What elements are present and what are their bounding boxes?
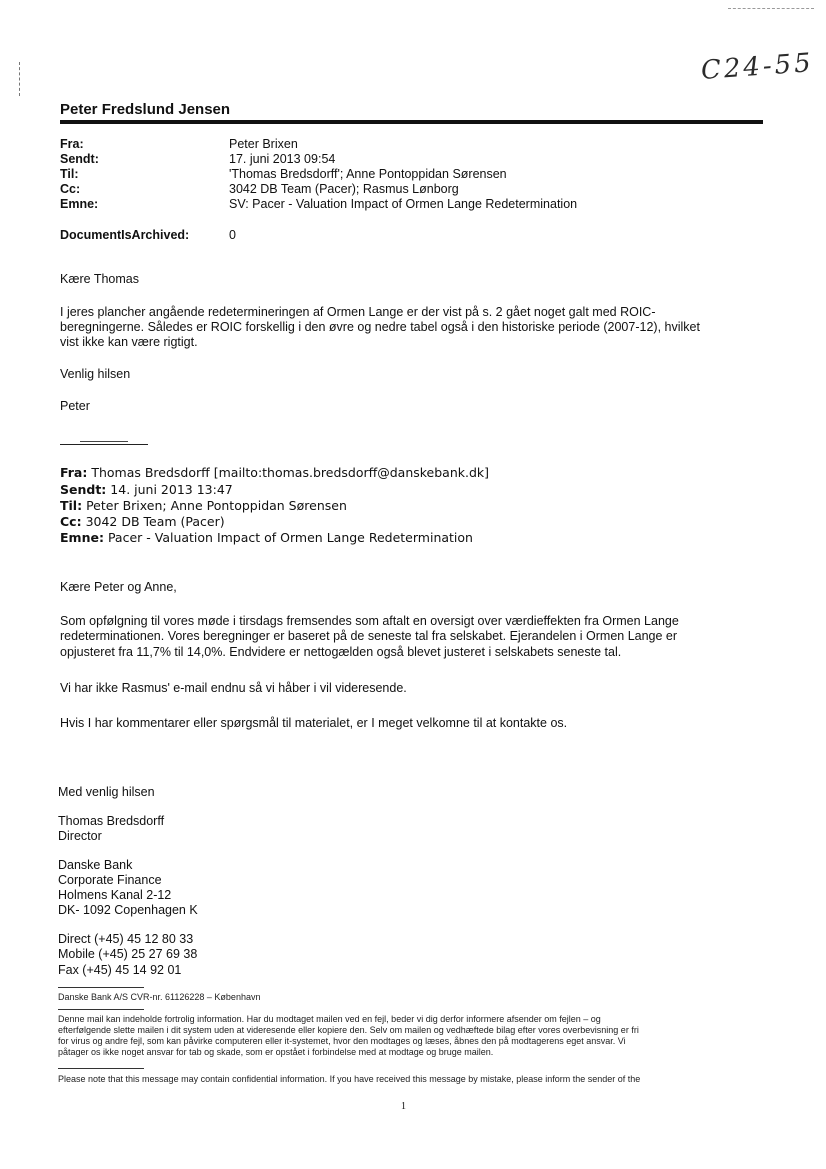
phone-fax: Fax (+45) 45 14 92 01 bbox=[58, 963, 182, 977]
reply-greeting: Kære Thomas bbox=[60, 272, 139, 286]
footer-rule-1 bbox=[58, 987, 144, 988]
fwd-from-line bbox=[60, 465, 489, 482]
fwd-paragraph-3: Hvis I har kommentarer eller spørgsmål til materialet, er I meget velkomne til at kontakte os. bbox=[60, 716, 568, 730]
cc-label: Cc: bbox=[60, 182, 81, 196]
archived-label: DocumentIsArchived: bbox=[60, 228, 190, 242]
footer-rule-2 bbox=[58, 1009, 144, 1010]
subject-value: SV: Pacer - Valuation Impact of Ormen Lange Redetermination bbox=[229, 197, 578, 211]
fwd-subject-value: Pacer - Valuation Impact of Ormen Lange Redetermination bbox=[107, 530, 473, 545]
fwd-greeting: Kære Peter og Anne, bbox=[60, 580, 177, 594]
fwd-sent-value: 14. juni 2013 13:47 bbox=[110, 482, 233, 497]
fwd-paragraph-line-2: redeterminationen. Vores beregninger er baseret på de seneste tal fra selskabet. Ejerandelen i Ormen Lange er bbox=[60, 629, 678, 643]
fwd-sent-label: Sendt: bbox=[60, 482, 107, 497]
fwd-subject-line bbox=[60, 530, 473, 547]
fwd-paragraph-2: Vi har ikke Rasmus' e-mail endnu så vi håber i vil videresende. bbox=[60, 681, 407, 695]
separator-mark bbox=[80, 441, 128, 442]
disclaimer-da-line-3: for virus og andre fejl, som kan påvirke computeren eller it-systemet, hvor den modtages og læses, åbnes den på modtagerens eget ansvar. Vi bbox=[58, 1036, 626, 1046]
fwd-closing: Med venlig hilsen bbox=[58, 785, 155, 799]
fwd-paragraph-line-1: Som opfølgning til vores møde i tirsdags fremsendes som aftalt en oversigt over værdieffekten fra Ormen Lange bbox=[60, 614, 679, 628]
message-separator bbox=[60, 444, 148, 445]
disclaimer-en-line: Please note that this message may contain confidential information. If you have received this message by mistake, please inform the sender of the bbox=[58, 1074, 641, 1084]
signer-name: Thomas Bredsdorff bbox=[58, 814, 165, 828]
handwritten-reference-number: C24-55 bbox=[700, 48, 815, 86]
archived-value: 0 bbox=[229, 228, 236, 242]
address-line-2: Corporate Finance bbox=[58, 873, 162, 887]
reply-paragraph-line-3: vist ikke kan være rigtigt. bbox=[60, 335, 198, 349]
scan-edge-rule bbox=[728, 8, 814, 9]
company-registration-line: Danske Bank A/S CVR-nr. 61126228 – København bbox=[58, 992, 261, 1002]
phone-direct: Direct (+45) 45 12 80 33 bbox=[58, 932, 194, 946]
reply-closing: Venlig hilsen bbox=[60, 367, 131, 381]
header-rule bbox=[60, 120, 763, 124]
address-line-3: Holmens Kanal 2-12 bbox=[58, 888, 172, 902]
to-value: 'Thomas Bredsdorff'; Anne Pontoppidan Sørensen bbox=[229, 167, 507, 181]
sent-value: 17. juni 2013 09:54 bbox=[229, 152, 336, 166]
disclaimer-da-line-4: påtager os ikke noget ansvar for tab og skade, som er opstået i forbindelse med at modtage og bruge mailen. bbox=[58, 1047, 494, 1057]
page-number: 1 bbox=[401, 1101, 406, 1112]
disclaimer-da-line-2: efterfølgende slette mailen i dit system uden at videresende eller kopiere den. Selv om mailen og vedhæftede bilag efter vores overbevisning er fri bbox=[58, 1025, 639, 1035]
address-line-1: Danske Bank bbox=[58, 858, 133, 872]
signer-title: Director bbox=[58, 829, 102, 843]
to-label: Til: bbox=[60, 167, 79, 181]
fwd-paragraph-line-3: opjusteret fra 11,7% til 14,0%. Endvidere er nettogælden også blevet justeret i selskabets seneste tal. bbox=[60, 645, 622, 659]
fwd-sent-line bbox=[60, 482, 233, 499]
disclaimer-da-line-1: Denne mail kan indeholde fortrolig information. Har du modtaget mailen ved en fejl, beder vi dig derfor informere afsender om fejlen – og bbox=[58, 1014, 601, 1024]
reply-paragraph-line-1: I jeres plancher angående redetermineringen af Ormen Lange er der vist på s. 2 gået noget galt med ROIC- bbox=[60, 305, 656, 319]
fwd-from-label: Fra: bbox=[60, 465, 88, 480]
subject-label: Emne: bbox=[60, 197, 99, 211]
reply-signature: Peter bbox=[60, 399, 90, 413]
fwd-subject-label: Emne: bbox=[60, 530, 104, 545]
scan-margin-mark bbox=[19, 62, 20, 96]
fwd-cc-value: 3042 DB Team (Pacer) bbox=[85, 514, 225, 529]
fwd-from-value: Thomas Bredsdorff [mailto:thomas.bredsdorff@danskebank.dk] bbox=[91, 465, 490, 480]
sent-label: Sendt: bbox=[60, 152, 99, 166]
address-line-4: DK- 1092 Copenhagen K bbox=[58, 903, 198, 917]
cc-value: 3042 DB Team (Pacer); Rasmus Lønborg bbox=[229, 182, 459, 196]
from-label: Fra: bbox=[60, 137, 84, 151]
fwd-to-value: Peter Brixen; Anne Pontoppidan Sørensen bbox=[86, 498, 347, 513]
mailbox-owner-name: Peter Fredslund Jensen bbox=[60, 101, 231, 118]
footer-rule-3 bbox=[58, 1068, 144, 1069]
fwd-to-label: Til: bbox=[60, 498, 83, 513]
phone-mobile: Mobile (+45) 25 27 69 38 bbox=[58, 947, 198, 961]
fwd-cc-label: Cc: bbox=[60, 514, 82, 529]
fwd-to-line bbox=[60, 498, 347, 515]
fwd-cc-line bbox=[60, 514, 225, 531]
reply-paragraph-line-2: beregningerne. Således er ROIC forskellig i den øvre og nedre tabel også i den historiske periode (2007-12), hvilket bbox=[60, 320, 700, 334]
from-value: Peter Brixen bbox=[229, 137, 298, 151]
